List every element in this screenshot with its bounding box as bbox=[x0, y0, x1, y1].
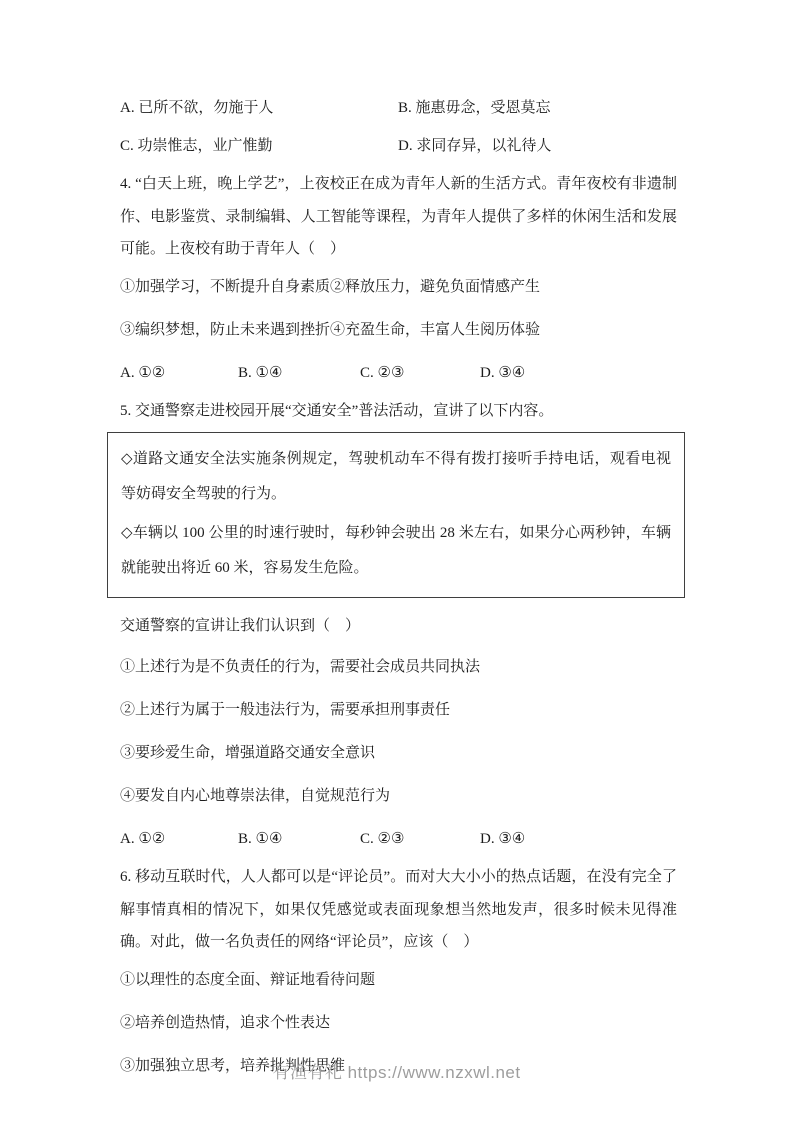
q5-info-box bbox=[107, 432, 685, 598]
q5-option-d: D. ③④ bbox=[480, 831, 526, 847]
q6-item-2: ②培养创造热情，追求个性表达 bbox=[120, 1014, 331, 1031]
q5-options-row bbox=[120, 823, 677, 855]
q6-item-1: ①以理性的态度全面、辩证地看待问题 bbox=[120, 971, 376, 988]
q4-options-row bbox=[120, 357, 677, 389]
q5-box-paragraph-2: ◇车辆以 100 公里的时速行驶时，每秒钟会驶出 28 米左右，如果分心两秒钟，车辆就能驶出将近 60 米，容易发生危险。 bbox=[121, 525, 671, 576]
q3-option-a: A. 已所不欲，勿施于人 bbox=[120, 100, 274, 116]
q5-option-c: C. ②③ bbox=[360, 831, 405, 847]
q5-option-a: A. ①② bbox=[120, 831, 166, 847]
q4-stem: 4. “白天上班，晚上学艺”，上夜校正在成为青年人新的生活方式。青年夜校有非遗制作、电影鉴赏、录制编辑、人工智能等课程，为青年人提供了多样的休闲生活和发展可能。上夜校有助于青年人（ ） bbox=[120, 176, 677, 257]
q4-option-b: B. ①④ bbox=[238, 364, 283, 381]
q4-items-1-2: ①加强学习，不断提升自身素质②释放压力，避免负面情感产生 bbox=[120, 278, 541, 295]
q3-option-b: B. 施惠毋念，受恩莫忘 bbox=[398, 100, 551, 116]
q5-item-1: ①上述行为是不负责任的行为，需要社会成员共同执法 bbox=[120, 659, 481, 675]
q6-stem: 6. 移动互联时代，人人都可以是“评论员”。而对大大小小的热点话题，在没有完全了解事情真相的情况下，如果仅凭感觉或表面现象想当然地发声，很多时候未见得准确。对此，做一名负责任的网络“评论员”，应该（ ） bbox=[120, 869, 677, 950]
q4-items-3-4: ③编织梦想，防止未来遇到挫折④充盈生命，丰富人生阅历体验 bbox=[120, 321, 541, 338]
q3-options-row-2 bbox=[120, 130, 677, 162]
q5-item-3: ③要珍爱生命，增强道路交通安全意识 bbox=[120, 745, 376, 761]
q5-box-paragraph-1: ◇道路文通安全法实施条例规定，驾驶机动车不得有拨打接听手持电话，观看电视等妨碍安全驾驶的行为。 bbox=[121, 451, 671, 502]
q5-lead: 交通警察的宣讲让我们认识到（ ） bbox=[120, 618, 361, 634]
q5-item-4: ④要发自内心地尊崇法律，自觉规范行为 bbox=[120, 788, 391, 804]
q3-option-d: D. 求同存异，以礼待人 bbox=[398, 138, 552, 154]
q5-option-b: B. ①④ bbox=[238, 831, 283, 847]
q4-option-a: A. ①② bbox=[120, 364, 166, 381]
q3-option-c: C. 功崇惟志，业广惟勤 bbox=[120, 138, 273, 154]
exam-content bbox=[120, 90, 677, 1093]
q4-option-c: C. ②③ bbox=[360, 364, 405, 381]
q5-stem: 5. 交通警察走进校园开展“交通安全”普法活动，宣讲了以下内容。 bbox=[120, 402, 554, 419]
q5-item-2: ②上述行为属于一般违法行为，需要承担刑事责任 bbox=[120, 702, 451, 718]
q3-options-row-1 bbox=[120, 92, 677, 124]
q4-option-d: D. ③④ bbox=[480, 364, 526, 381]
watermark-text: 有渔有礼 https://www.nzxwl.net bbox=[272, 1063, 521, 1082]
q6-item-3: ③加强独立思考，培养批判性思维 bbox=[120, 1057, 346, 1074]
page-footer bbox=[0, 1058, 793, 1083]
